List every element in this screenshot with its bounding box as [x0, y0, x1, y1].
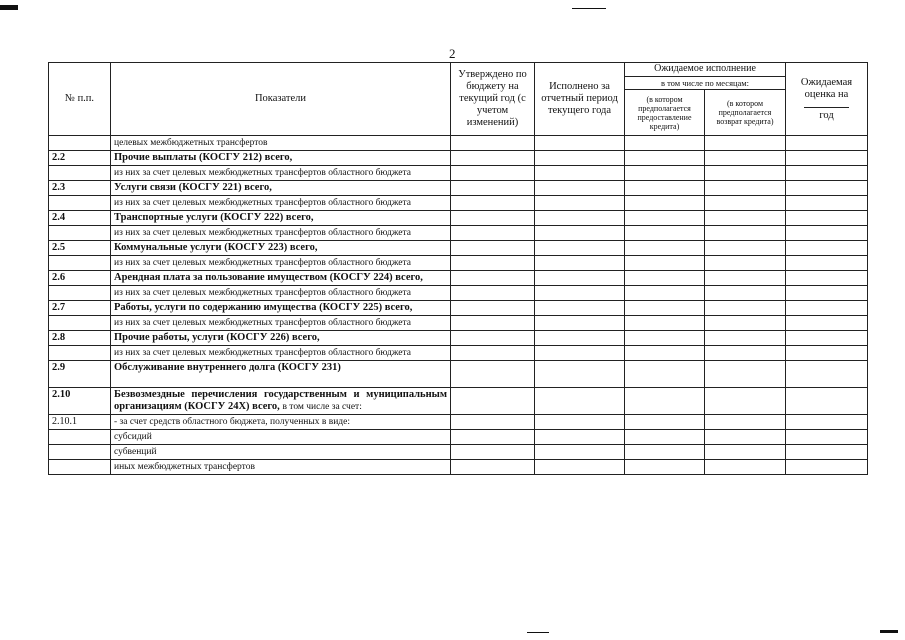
value-cell[interactable] — [705, 241, 786, 256]
value-cell[interactable] — [705, 445, 786, 460]
row-label: Работы, услуги по содержанию имущества (КОСГУ 225) всего, — [111, 301, 451, 316]
value-cell[interactable] — [705, 211, 786, 226]
value-cell[interactable] — [625, 151, 705, 166]
row-label: Арендная плата за пользование имуществом (КОСГУ 224) всего, — [111, 271, 451, 286]
row-label: Прочие выплаты (КОСГУ 212) всего, — [111, 151, 451, 166]
value-cell[interactable] — [705, 256, 786, 271]
value-cell[interactable] — [625, 226, 705, 241]
row-number — [49, 316, 111, 331]
value-cell[interactable] — [625, 166, 705, 181]
value-cell[interactable] — [786, 226, 868, 241]
row-number: 2.4 — [49, 211, 111, 226]
value-cell[interactable] — [625, 196, 705, 211]
header-sub-return: (в котором предполагается возврат кредита) — [705, 90, 786, 136]
value-cell[interactable] — [625, 211, 705, 226]
value-cell[interactable] — [786, 301, 868, 316]
value-cell[interactable] — [535, 241, 625, 256]
row-number: 2.8 — [49, 331, 111, 346]
value-cell[interactable] — [535, 445, 625, 460]
value-cell[interactable] — [535, 331, 625, 346]
value-cell[interactable] — [625, 445, 705, 460]
value-cell[interactable] — [625, 346, 705, 361]
row-number — [49, 460, 111, 475]
value-cell[interactable] — [535, 256, 625, 271]
value-cell[interactable] — [786, 136, 868, 151]
row-label: - за счет средств областного бюджета, полученных в виде: — [111, 415, 451, 430]
value-cell[interactable] — [625, 136, 705, 151]
value-cell[interactable] — [625, 271, 705, 286]
row-number — [49, 445, 111, 460]
table-row — [49, 211, 868, 226]
table-row — [49, 196, 868, 211]
value-cell[interactable] — [705, 316, 786, 331]
row-number — [49, 196, 111, 211]
row-label: из них за счет целевых межбюджетных трансфертов областного бюджета — [111, 316, 451, 331]
value-cell[interactable] — [705, 151, 786, 166]
row-number — [49, 256, 111, 271]
row-number: 2.2 — [49, 151, 111, 166]
header-estimate-text: Ожидаемая оценка на — [800, 76, 853, 100]
value-cell[interactable] — [625, 241, 705, 256]
value-cell[interactable] — [705, 196, 786, 211]
value-cell[interactable] — [705, 166, 786, 181]
row-number — [49, 226, 111, 241]
value-cell[interactable] — [625, 430, 705, 445]
table-row — [49, 181, 868, 196]
value-cell[interactable] — [625, 460, 705, 475]
header-indicators: Показатели — [111, 63, 451, 136]
value-cell[interactable] — [705, 430, 786, 445]
value-cell[interactable] — [451, 211, 535, 226]
header-estimate — [786, 63, 868, 136]
value-cell[interactable] — [451, 361, 535, 388]
value-cell[interactable] — [625, 256, 705, 271]
table-row — [49, 241, 868, 256]
table-row — [49, 271, 868, 286]
value-cell[interactable] — [451, 301, 535, 316]
value-cell[interactable] — [786, 445, 868, 460]
year-blank-line — [804, 107, 849, 108]
value-cell[interactable] — [535, 151, 625, 166]
value-cell[interactable] — [786, 256, 868, 271]
value-cell[interactable] — [535, 196, 625, 211]
value-cell[interactable] — [451, 415, 535, 430]
row-number — [49, 136, 111, 151]
row-number: 2.6 — [49, 271, 111, 286]
header-months: в том числе по месяцам: — [625, 76, 786, 90]
value-cell[interactable] — [451, 196, 535, 211]
value-cell[interactable] — [705, 136, 786, 151]
value-cell[interactable] — [451, 445, 535, 460]
value-cell[interactable] — [786, 388, 868, 415]
header-executed: Исполнено за отчетный период текущего года — [535, 63, 625, 136]
value-cell[interactable] — [535, 136, 625, 151]
value-cell[interactable] — [535, 271, 625, 286]
row-label — [111, 388, 451, 415]
value-cell[interactable] — [786, 460, 868, 475]
value-cell[interactable] — [705, 331, 786, 346]
table-row — [49, 361, 868, 388]
row-number — [49, 430, 111, 445]
row-label: Обслуживание внутреннего долга (КОСГУ 231) — [111, 361, 451, 388]
header-estimate-year: год — [819, 109, 834, 121]
table-row — [49, 301, 868, 316]
value-cell[interactable] — [705, 271, 786, 286]
row-number: 2.9 — [49, 361, 111, 388]
row-label-tail: в том числе за счет: — [282, 402, 362, 412]
table-row — [49, 166, 868, 181]
table-row — [49, 346, 868, 361]
table-row — [49, 151, 868, 166]
value-cell[interactable] — [786, 166, 868, 181]
scan-mark-top-left — [0, 5, 18, 10]
row-number: 2.10.1 — [49, 415, 111, 430]
row-label: из них за счет целевых межбюджетных трансфертов областного бюджета — [111, 256, 451, 271]
value-cell[interactable] — [451, 286, 535, 301]
value-cell[interactable] — [786, 346, 868, 361]
value-cell[interactable] — [705, 226, 786, 241]
table-row — [49, 445, 868, 460]
value-cell[interactable] — [451, 226, 535, 241]
value-cell[interactable] — [705, 361, 786, 388]
value-cell[interactable] — [705, 301, 786, 316]
page-number: 2 — [449, 46, 456, 61]
header-num: № п.п. — [49, 63, 111, 136]
value-cell[interactable] — [786, 241, 868, 256]
value-cell[interactable] — [705, 286, 786, 301]
value-cell[interactable] — [705, 181, 786, 196]
row-label: иных межбюджетных трансфертов — [111, 460, 451, 475]
table-row — [49, 136, 868, 151]
scan-mark-top-center — [572, 8, 606, 9]
row-label: Прочие работы, услуги (КОСГУ 226) всего, — [111, 331, 451, 346]
value-cell[interactable] — [625, 301, 705, 316]
header-approved: Утверждено по бюджету на текущий год (с учетом изменений) — [451, 63, 535, 136]
row-label: из них за счет целевых межбюджетных трансфертов областного бюджета — [111, 226, 451, 241]
row-label: Услуги связи (КОСГУ 221) всего, — [111, 181, 451, 196]
table-row — [49, 430, 868, 445]
table-row — [49, 226, 868, 241]
table-row — [49, 286, 868, 301]
scan-mark-bottom-right — [880, 630, 898, 633]
value-cell[interactable] — [451, 430, 535, 445]
row-number — [49, 166, 111, 181]
row-number: 2.5 — [49, 241, 111, 256]
row-label: целевых межбюджетных трансфертов — [111, 136, 451, 151]
value-cell[interactable] — [786, 415, 868, 430]
row-label: из них за счет целевых межбюджетных трансфертов областного бюджета — [111, 166, 451, 181]
value-cell[interactable] — [786, 361, 868, 388]
budget-table — [48, 62, 868, 475]
value-cell[interactable] — [535, 181, 625, 196]
value-cell[interactable] — [786, 316, 868, 331]
row-number: 2.10 — [49, 388, 111, 415]
value-cell[interactable] — [451, 166, 535, 181]
value-cell[interactable] — [451, 346, 535, 361]
value-cell[interactable] — [535, 226, 625, 241]
table-row — [49, 256, 868, 271]
value-cell[interactable] — [625, 181, 705, 196]
value-cell[interactable] — [625, 286, 705, 301]
value-cell[interactable] — [451, 271, 535, 286]
row-label: субсидий — [111, 430, 451, 445]
value-cell[interactable] — [535, 211, 625, 226]
value-cell[interactable] — [625, 361, 705, 388]
value-cell[interactable] — [535, 301, 625, 316]
value-cell[interactable] — [705, 388, 786, 415]
scan-mark-bottom-center — [527, 632, 549, 633]
value-cell[interactable] — [535, 430, 625, 445]
value-cell[interactable] — [535, 388, 625, 415]
value-cell[interactable] — [786, 271, 868, 286]
value-cell[interactable] — [786, 211, 868, 226]
row-number — [49, 286, 111, 301]
value-cell[interactable] — [705, 460, 786, 475]
table-row — [49, 331, 868, 346]
row-number: 2.3 — [49, 181, 111, 196]
row-number: 2.7 — [49, 301, 111, 316]
row-label: из них за счет целевых межбюджетных трансфертов областного бюджета — [111, 346, 451, 361]
value-cell[interactable] — [535, 346, 625, 361]
value-cell[interactable] — [535, 316, 625, 331]
value-cell[interactable] — [786, 196, 868, 211]
value-cell[interactable] — [625, 388, 705, 415]
row-label: из них за счет целевых межбюджетных трансфертов областного бюджета — [111, 286, 451, 301]
value-cell[interactable] — [786, 151, 868, 166]
row-label: Транспортные услуги (КОСГУ 222) всего, — [111, 211, 451, 226]
value-cell[interactable] — [451, 256, 535, 271]
value-cell[interactable] — [535, 361, 625, 388]
value-cell[interactable] — [451, 181, 535, 196]
table-body — [49, 136, 868, 475]
table-row — [49, 415, 868, 430]
header-expected: Ожидаемое исполнение — [625, 63, 786, 77]
row-label: Коммунальные услуги (КОСГУ 223) всего, — [111, 241, 451, 256]
table-row — [49, 460, 868, 475]
header-sub-issue: (в котором предполагается предоставление кредита) — [625, 90, 705, 136]
value-cell[interactable] — [625, 316, 705, 331]
value-cell[interactable] — [451, 331, 535, 346]
value-cell[interactable] — [705, 346, 786, 361]
row-label: субвенций — [111, 445, 451, 460]
value-cell[interactable] — [705, 415, 786, 430]
value-cell[interactable] — [535, 460, 625, 475]
value-cell[interactable] — [535, 415, 625, 430]
value-cell[interactable] — [786, 331, 868, 346]
value-cell[interactable] — [625, 415, 705, 430]
value-cell[interactable] — [535, 286, 625, 301]
table-row — [49, 316, 868, 331]
value-cell[interactable] — [786, 430, 868, 445]
value-cell[interactable] — [535, 166, 625, 181]
value-cell[interactable] — [451, 241, 535, 256]
value-cell[interactable] — [451, 136, 535, 151]
value-cell[interactable] — [786, 181, 868, 196]
value-cell[interactable] — [786, 286, 868, 301]
value-cell[interactable] — [451, 388, 535, 415]
row-label-main: Безвозмездные перечисления государственным и муниципальным организациям (КОСГУ 24Х) всего, — [114, 389, 447, 412]
value-cell[interactable] — [451, 151, 535, 166]
row-number — [49, 346, 111, 361]
table-row — [49, 388, 868, 415]
row-label: из них за счет целевых межбюджетных трансфертов областного бюджета — [111, 196, 451, 211]
value-cell[interactable] — [451, 316, 535, 331]
value-cell[interactable] — [451, 460, 535, 475]
value-cell[interactable] — [625, 331, 705, 346]
